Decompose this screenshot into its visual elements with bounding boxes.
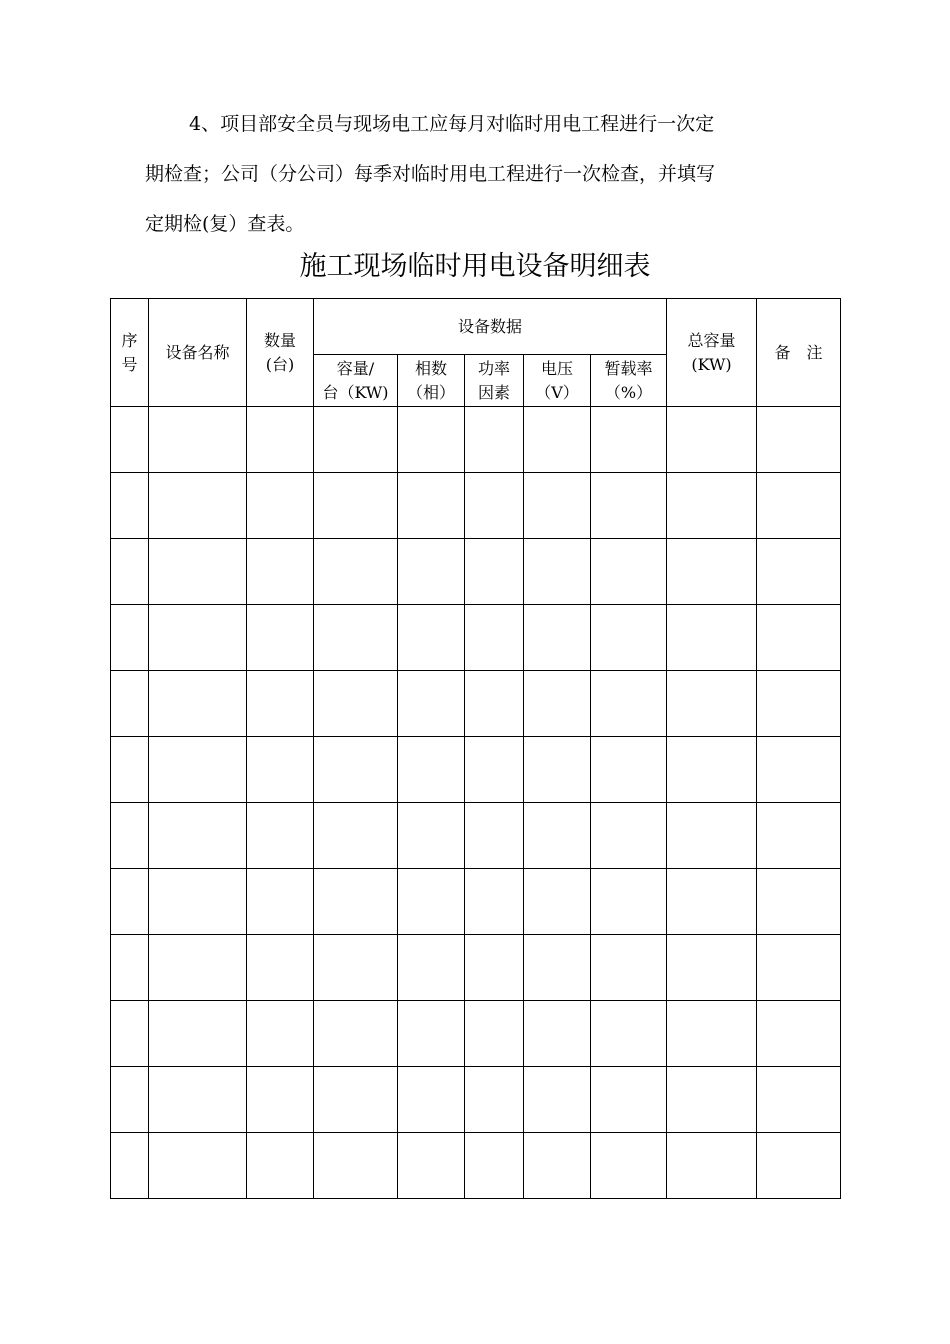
table-cell [398, 1067, 465, 1133]
table-cell [524, 935, 591, 1001]
table-cell [757, 407, 841, 473]
table-cell [247, 737, 314, 803]
table-cell [591, 473, 667, 539]
table-cell [667, 869, 757, 935]
table-cell [667, 473, 757, 539]
table-cell [667, 407, 757, 473]
table-cell [314, 1133, 398, 1199]
table-cell [591, 407, 667, 473]
table-cell [149, 1001, 247, 1067]
table-cell [111, 803, 149, 869]
table-row [111, 803, 841, 869]
table-cell [524, 869, 591, 935]
table-cell [314, 473, 398, 539]
table-cell [149, 935, 247, 1001]
table-cell [398, 671, 465, 737]
header-capacity: 容量/ 台（KW) [314, 355, 398, 407]
header-duty-cycle: 暂载率 （%） [591, 355, 667, 407]
table-cell [314, 605, 398, 671]
table-cell [757, 737, 841, 803]
table-cell [757, 1067, 841, 1133]
table-row [111, 473, 841, 539]
table-cell [247, 473, 314, 539]
table-cell [591, 1001, 667, 1067]
paragraph-line-1: 4、项目部安全员与现场电工应每月对临时用电工程进行一次定 [189, 113, 715, 135]
table-row [111, 407, 841, 473]
equipment-table [110, 298, 841, 1199]
table-cell [149, 803, 247, 869]
table-cell [757, 605, 841, 671]
table-row [111, 1001, 841, 1067]
table-cell [314, 1067, 398, 1133]
table-cell [465, 803, 524, 869]
table-cell [465, 869, 524, 935]
table-cell [591, 1067, 667, 1133]
table-cell [398, 803, 465, 869]
table-cell [111, 1067, 149, 1133]
table-cell [465, 737, 524, 803]
table-cell [524, 1133, 591, 1199]
table-cell [524, 605, 591, 671]
table-cell [398, 407, 465, 473]
table-row [111, 1067, 841, 1133]
table-cell [314, 407, 398, 473]
table-cell [591, 605, 667, 671]
table-cell [149, 407, 247, 473]
table-cell [247, 869, 314, 935]
table-cell [757, 473, 841, 539]
table-cell [111, 605, 149, 671]
table-cell [667, 539, 757, 605]
table-cell [757, 803, 841, 869]
table-cell [524, 1001, 591, 1067]
table-cell [149, 869, 247, 935]
table-cell [591, 671, 667, 737]
header-total-capacity: 总容量 (KW) [667, 299, 757, 407]
header-remark: 备 注 [757, 299, 841, 407]
table-cell [667, 671, 757, 737]
table-cell [667, 803, 757, 869]
table-cell [111, 407, 149, 473]
table-cell [757, 671, 841, 737]
table-row [111, 671, 841, 737]
table-cell [314, 935, 398, 1001]
table-cell [667, 1001, 757, 1067]
table-cell [314, 803, 398, 869]
header-phase: 相数 （相） [398, 355, 465, 407]
table-cell [524, 803, 591, 869]
table-cell [149, 671, 247, 737]
table-cell [524, 737, 591, 803]
table-cell [465, 407, 524, 473]
table-cell [111, 869, 149, 935]
table-cell [149, 539, 247, 605]
table-title: 施工现场临时用电设备明细表 [299, 251, 651, 282]
table-cell [314, 737, 398, 803]
table-cell [524, 671, 591, 737]
table-cell [591, 935, 667, 1001]
table-cell [111, 539, 149, 605]
table-cell [398, 737, 465, 803]
table-cell [757, 1133, 841, 1199]
paragraph-line-2: 期检查；公司（分公司）每季对临时用电工程进行一次检查，并填写 [145, 163, 716, 185]
table-cell [247, 1133, 314, 1199]
table-cell [667, 935, 757, 1001]
table-cell [398, 1001, 465, 1067]
table-cell [314, 869, 398, 935]
table-cell [149, 1133, 247, 1199]
table-cell [465, 671, 524, 737]
table-cell [667, 1133, 757, 1199]
table-cell [667, 737, 757, 803]
table-cell [465, 539, 524, 605]
table-cell [247, 539, 314, 605]
table-row [111, 737, 841, 803]
table-cell [111, 935, 149, 1001]
table-cell [524, 473, 591, 539]
paragraph-line-3: 定期检(复）查表。 [145, 213, 305, 235]
table-row [111, 1133, 841, 1199]
table-cell [524, 407, 591, 473]
table-cell [465, 605, 524, 671]
table-cell [149, 605, 247, 671]
table-cell [149, 473, 247, 539]
table-cell [149, 737, 247, 803]
table-cell [398, 539, 465, 605]
table-cell [111, 737, 149, 803]
table-cell [757, 539, 841, 605]
header-voltage: 电压 （V） [524, 355, 591, 407]
table-cell [591, 539, 667, 605]
table-cell [757, 935, 841, 1001]
table-cell [314, 1001, 398, 1067]
table-row [111, 605, 841, 671]
table-cell [398, 869, 465, 935]
table-cell [398, 1133, 465, 1199]
table-cell [591, 869, 667, 935]
table-cell [757, 869, 841, 935]
table-cell [247, 671, 314, 737]
table-cell [398, 605, 465, 671]
table-cell [591, 737, 667, 803]
table-cell [465, 1133, 524, 1199]
table-cell [247, 1001, 314, 1067]
table-cell [398, 473, 465, 539]
table-cell [465, 473, 524, 539]
table-cell [149, 1067, 247, 1133]
table-cell [465, 1067, 524, 1133]
table-cell [247, 1067, 314, 1133]
table-cell [111, 1133, 149, 1199]
table-cell [524, 1067, 591, 1133]
table-cell [667, 605, 757, 671]
header-seq: 序 号 [111, 299, 149, 407]
table-cell [398, 935, 465, 1001]
table-cell [247, 605, 314, 671]
table-row [111, 539, 841, 605]
table-cell [314, 539, 398, 605]
table-cell [111, 1001, 149, 1067]
table-cell [591, 803, 667, 869]
table-cell [465, 935, 524, 1001]
header-power-factor: 功率 因素 [465, 355, 524, 407]
table-cell [465, 1001, 524, 1067]
table-cell [247, 935, 314, 1001]
header-row-1 [111, 299, 841, 355]
header-equipment-data: 设备数据 [314, 299, 667, 355]
table-cell [524, 539, 591, 605]
table-cell [591, 1133, 667, 1199]
table-cell [667, 1067, 757, 1133]
table-cell [111, 473, 149, 539]
table-cell [111, 671, 149, 737]
table-cell [247, 803, 314, 869]
table-cell [247, 407, 314, 473]
table-cell [757, 1001, 841, 1067]
table-row [111, 935, 841, 1001]
header-qty: 数量 (台) [247, 299, 314, 407]
header-name: 设备名称 [149, 299, 247, 407]
table-row [111, 869, 841, 935]
table-cell [314, 671, 398, 737]
